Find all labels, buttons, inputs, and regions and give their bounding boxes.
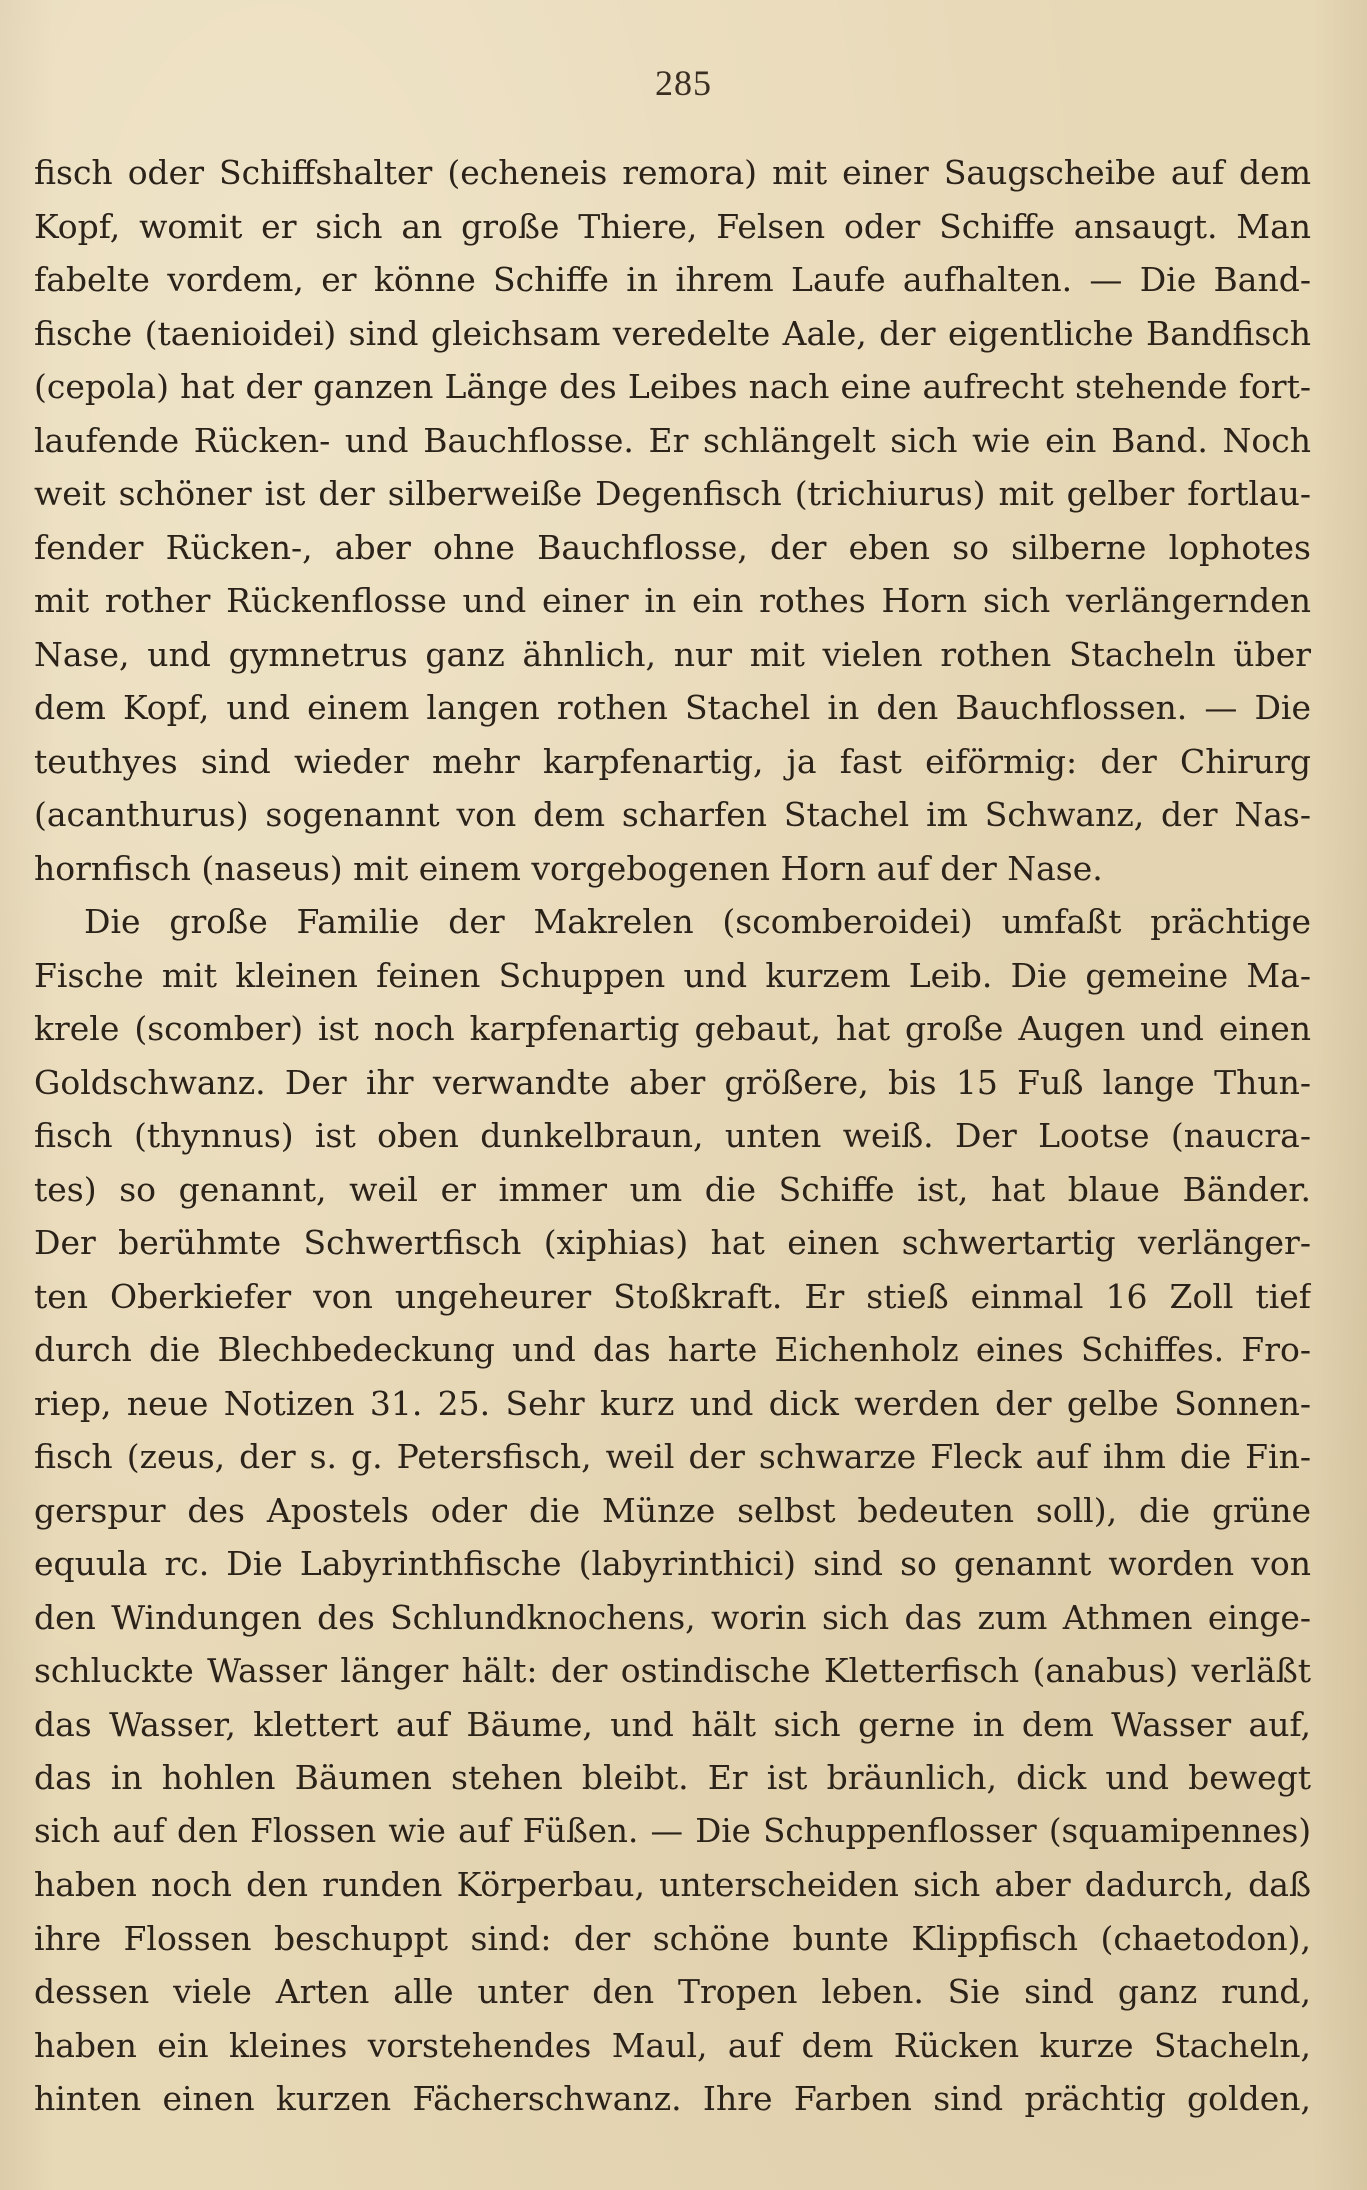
- text-line: das in hohlen Bäumen stehen bleibt. Er ist bräunlich, dick und bewegt: [34, 1758, 1311, 1797]
- text-line: Fische mit kleinen feinen Schuppen und kurzem Leib. Die gemeine Ma-: [34, 955, 1311, 995]
- text-line: gerspur des Apostels oder die Münze selbst bedeuten soll), die grüne: [34, 1490, 1311, 1530]
- text-line: den Windungen des Schlundknochens, worin sich das zum Athmen einge-: [34, 1597, 1311, 1637]
- text-line: Kopf, womit er sich an große Thiere, Felsen oder Schiffe ansaugt. Man: [34, 206, 1311, 246]
- text-line: Die große Familie der Makrelen (scomberoidei) umfaßt prächtige: [84, 902, 1311, 941]
- text-line: durch die Blechbedeckung und das harte Eichenholz eines Schiffes. Fro-: [34, 1330, 1311, 1369]
- text-line: fisch oder Schiffshalter (echeneis remora) mit einer Saugscheibe auf dem: [34, 153, 1311, 192]
- text-line: hornfisch (naseus) mit einem vorgebogenen Horn auf der Nase.: [34, 848, 1103, 888]
- text-line: das Wasser, klettert auf Bäume, und hält sich gerne in dem Wasser auf,: [34, 1704, 1311, 1744]
- text-line: equula rc. Die Labyrinthfische (labyrinthici) sind so genannt worden von: [34, 1544, 1311, 1583]
- text-line: dessen viele Arten alle unter den Tropen leben. Sie sind ganz rund,: [34, 1972, 1311, 2011]
- text-line: dem Kopf, und einem langen rothen Stachel in den Bauchflossen. — Die: [34, 688, 1311, 727]
- text-line: teuthyes sind wieder mehr karpfenartig, ja fast eiförmig: der Chirurg: [34, 741, 1311, 781]
- text-line: schluckte Wasser länger hält: der ostindische Kletterfisch (anabus) verläßt: [34, 1651, 1311, 1690]
- text-line: weit schöner ist der silberweiße Degenfisch (trichiurus) mit gelber fortlau-: [34, 474, 1311, 513]
- text-line: (cepola) hat der ganzen Länge des Leibes nach eine aufrecht stehende fort-: [34, 367, 1311, 406]
- text-line: (acanthurus) sogenannt von dem scharfen Stachel im Schwanz, der Nas-: [34, 795, 1311, 834]
- text-line: Der berühmte Schwertfisch (xiphias) hat einen schwertartig verlänger-: [34, 1223, 1311, 1262]
- text-line: hinten einen kurzen Fächerschwanz. Ihre Farben sind prächtig golden,: [34, 2079, 1311, 2118]
- page-number: 285: [655, 63, 712, 103]
- text-line: haben ein kleines vorstehendes Maul, auf dem Rücken kurze Stacheln,: [34, 2025, 1311, 2065]
- text-line: riep, neue Notizen 31. 25. Sehr kurz und dick werden der gelbe Sonnen-: [34, 1383, 1311, 1423]
- text-line: tes) so genannt, weil er immer um die Schiffe ist, hat blaue Bänder.: [34, 1169, 1311, 1209]
- text-line: fender Rücken-, aber ohne Bauchflosse, der eben so silberne lophotes: [34, 527, 1311, 567]
- text-line: ten Oberkiefer von ungeheurer Stoßkraft. Er stieß einmal 16 Zoll tief: [34, 1276, 1311, 1316]
- text-line: Nase, und gymnetrus ganz ähnlich, nur mit vielen rothen Stacheln über: [34, 634, 1311, 674]
- text-line: ihre Flossen beschuppt sind: der schöne bunte Klippfisch (chaetodon),: [34, 1918, 1311, 1958]
- text-line: fabelte vordem, er könne Schiffe in ihrem Laufe aufhalten. — Die Band-: [34, 260, 1311, 299]
- text-line: krele (scomber) ist noch karpfenartig gebaut, hat große Augen und einen: [34, 1009, 1311, 1048]
- text-line: fisch (zeus, der s. g. Petersfisch, weil der schwarze Fleck auf ihm die Fin-: [34, 1437, 1311, 1476]
- text-line: fische (taenioidei) sind gleichsam veredelte Aale, der eigentliche Bandfisch: [34, 313, 1311, 353]
- text-line: mit rother Rückenflosse und einer in ein rothes Horn sich verlängernden: [34, 581, 1311, 620]
- body-text: [34, 146, 1311, 2126]
- text-line: haben noch den runden Körperbau, unterscheiden sich aber dadurch, daß: [34, 1865, 1311, 1904]
- text-line: laufende Rücken- und Bauchflosse. Er schlängelt sich wie ein Band. Noch: [34, 420, 1311, 460]
- text-line: fisch (thynnus) ist oben dunkelbraun, unten weiß. Der Lootse (naucra-: [34, 1116, 1311, 1155]
- text-line: sich auf den Flossen wie auf Füßen. — Die Schuppenflosser (squamipennes): [34, 1811, 1311, 1850]
- text-line: Goldschwanz. Der ihr verwandte aber größere, bis 15 Fuß lange Thun-: [34, 1062, 1311, 1102]
